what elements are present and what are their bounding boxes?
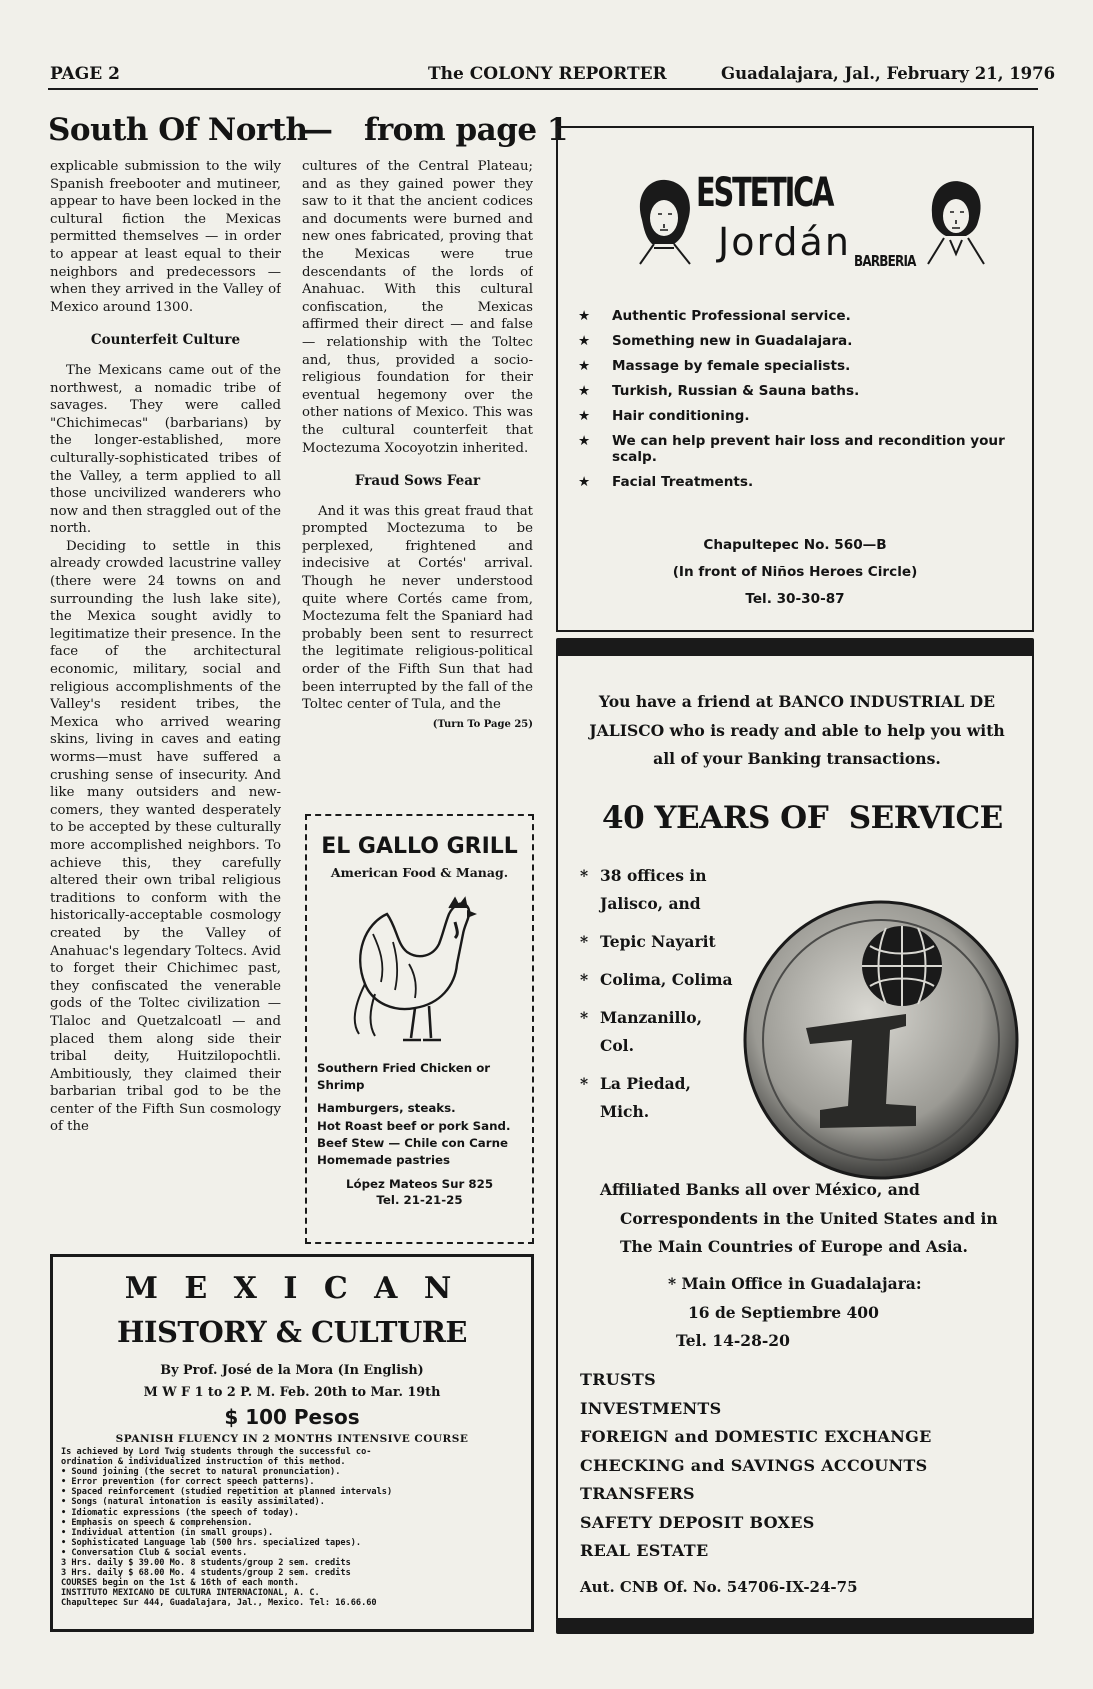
star-icon: ★ [578,358,591,374]
banco-office-item: * 38 offices in Jalisco, and [580,866,707,913]
banco-offices [580,862,740,1136]
paper-name: The COLONY REPORTER [428,64,667,84]
banco-service: TRANSFERS [580,1484,695,1503]
banco-services [580,1366,932,1566]
article-title: South Of North [48,112,308,148]
estetica-service-item: ★ Something new in Guadalajara. [578,333,853,349]
estetica-service-item: ★ We can help prevent hair loss and recondition your scalp. [578,433,1005,465]
banco-logo-icon [736,890,1026,1190]
banco-authorization: Aut. CNB Of. No. 54706-IX-24-75 [580,1578,858,1596]
star-icon: ★ [578,408,591,424]
star-icon: ★ [578,474,591,490]
fluency-line: • Idiomatic expressions (the speech of today). [61,1507,299,1518]
spanish-fluency-heading: SPANISH FLUENCY IN 2 MONTHS INTENSIVE COURSE [115,1433,469,1445]
gallo-tel: Tel. 21-21-25 [376,1193,463,1208]
fluency-line: • Songs (natural intonation is easily assimilated). [61,1497,325,1508]
article-paragraph: explicable submission to the wily Spanish freebooter and mutineer, appear to have been locked in the cultural fiction the Mexicas permitted themselves — in order to appear at least equal to their neighbors and predecessors — when they arrived in the Valley of Mexico around 1300. [50,159,281,315]
article-paragraph: And it was this great fraud that prompted Moctezuma to be perplexed, frightened and indecisive at Cortés' arrival. Though he never understood quite where Cortés came from, Moctezuma felt the Spaniard had probably been sent to resurrect the legitimate religious-political order of the Fifth Sun that had been interrupted by the fall of the Toltec center of Tula, and the [302,503,533,713]
gallo-menu-line: Beef Stew — Chile con Carne [317,1135,508,1150]
fluency-line: • Spaced reinforcement (studied repetition at planned intervals) [61,1487,393,1498]
mexican-price: $ 100 Pesos [224,1405,360,1429]
estetica-service-item: ★ Massage by female specialists. [578,358,851,374]
fluency-line: • Error prevention (for correct speech patterns). [61,1477,315,1488]
fluency-line: Chapultepec Sur 444, Guadalajara, Jal., Mexico. Tel: 16.66.60 [61,1598,377,1609]
gallo-title: EL GALLO GRILL [321,834,518,859]
headline-dash: — [302,112,333,148]
star-icon: ★ [578,433,591,449]
brand-barberia: BARBERIA [854,252,916,270]
banco-service: SAFETY DEPOSIT BOXES [580,1512,815,1532]
gallo-menu-line: Southern Fried Chicken or Shrimp [317,1061,491,1093]
gallo-address: López Mateos Sur 825 [345,1177,494,1192]
turn-to-page: (Turn To Page 25) [432,718,533,730]
estetica-service-item: ★ Authentic Professional service. [578,308,851,324]
banco-service: INVESTMENTS [580,1398,722,1418]
main-office-label: * Main Office in Guadalajara: [668,1274,922,1293]
fluency-line: 3 Hrs. daily $ 68.00 Mo. 4 students/group 2 sem. credits [61,1568,351,1579]
estetica-service-item: ★ Turkish, Russian & Sauna baths. [578,383,860,399]
estetica-service-item: ★ Facial Treatments. [578,474,754,490]
fluency-line: • Individual attention (in small groups). [61,1527,274,1538]
dateline: Guadalajara, Jal., February 21, 1976 [721,64,1056,83]
gallo-subtitle: American Food & Manag. [330,865,509,880]
fluency-line: COURSES begin on the 1st & 16th of each month. [61,1578,299,1589]
continued-from: from page 1 [364,112,568,148]
estetica-services [578,308,1008,499]
main-office-tel: Tel. 14-28-20 [676,1331,790,1350]
woman-portrait-icon [628,174,698,266]
banco-service: CHECKING and SAVINGS ACCOUNTS [580,1455,928,1475]
gallo-menu-line: Hamburgers, steaks. [317,1101,456,1116]
fluency-line: Is achieved by Lord Twig students through the successful co- [61,1447,372,1457]
page-number: PAGE 2 [50,64,120,84]
banco-intro: You have a friend at BANCO INDUSTRIAL DE JALISCO who is ready and able to help you with all of your Banking transactions. [589,692,1005,768]
estetica-landmark: (In front of Niños Heroes Circle) [672,564,918,580]
star-icon: ★ [578,308,591,324]
mexican-history-ad [50,1254,534,1632]
article-paragraph: The Mexicans came out of the northwest, a nomadic tribe of savages. They were called "Chichimecas" (barbarians) by the longer-established, more culturally-sophisticated tribes of the Valley, a term applied to all those uncivilized wanderers who now and then straggled out of the north. [50,362,281,537]
estetica-service-item: ★ Hair conditioning. [578,408,750,424]
gallo-menu-line: Homemade pastries [317,1153,451,1168]
banco-office-item: * Tepic Nayarit [580,932,716,951]
el-gallo-grill-ad [305,814,534,1244]
fluency-details [61,1447,525,1609]
gallo-menu-line: Hot Roast beef or pork Sand. [317,1118,511,1133]
star-icon: ★ [578,333,591,349]
banco-service: REAL ESTATE [580,1541,709,1560]
fluency-line: 3 Hrs. daily $ 39.00 Mo. 8 students/group 2 sem. credits [61,1558,351,1569]
banco-office-item: * Colima, Colima [580,970,733,989]
brand-jordan: Jordán [718,220,851,264]
estetica-jordan-ad [556,126,1034,632]
fluency-line: INSTITUTO MEXICANO DE CULTURA INTERNACIONAL, A. C. [61,1588,320,1599]
fluency-line: • Conversation Club & social events. [61,1547,248,1558]
gallo-menu [307,1060,532,1169]
banco-main-office [668,1270,922,1356]
fluency-line: • Sophisticated Language lab (500 hrs. specialized tapes). [61,1537,362,1548]
estetica-street: Chapultepec No. 560—B [703,537,887,553]
banco-office-item: * Manzanillo, Col. [580,1008,702,1055]
man-portrait-icon [920,174,990,266]
banco-industrial-ad [556,654,1034,1619]
star-icon: ★ [578,383,591,399]
mexican-professor: By Prof. José de la Mora (In English) [160,1363,424,1378]
rooster-illustration [345,894,495,1054]
banco-service: TRUSTS [580,1370,656,1389]
banco-bottom-bar [556,1618,1034,1634]
banco-affiliated: Affiliated Banks all over México, and Correspondents in the United States and in The Main Countries of Europe and Asia. [600,1180,998,1256]
banco-forty-years: 40 YEARS OF SERVICE [602,800,1003,836]
banco-office-item: * La Piedad, Mich. [580,1074,691,1121]
estetica-tel: Tel. 30-30-87 [745,591,845,607]
brand-estetica: ESTETICA [696,170,833,216]
mexican-title: M E X I C A N [124,1271,460,1306]
article-column-1 [50,158,281,1240]
banco-service: FOREIGN and DOMESTIC EXCHANGE [580,1427,932,1446]
history-culture-title: HISTORY & CULTURE [116,1315,467,1349]
fluency-line: ordination & individualized instruction of this method. [61,1457,346,1468]
main-office-address: 16 de Septiembre 400 [688,1302,879,1322]
article-column-2 [302,158,533,798]
estetica-logo [558,128,1032,290]
subhead-counterfeit: Counterfeit Culture [90,332,241,349]
fluency-line: • Sound joining (the secret to natural pronunciation). [61,1467,341,1478]
fluency-line: • Emphasis on speech & comprehension. [61,1517,253,1528]
subhead-fraud: Fraud Sows Fear [354,473,481,490]
article-paragraph: Deciding to settle in this already crowded lacustrine valley (there were 24 towns on and surrounding the lush lake site), the Mexica sought avidly to legitimatize their presence. In the face of the architectural economic, military, social and religious accomplishments of the Valley's resident tribes, the Mexica who arrived wearing skins, living in caves and eating worms—must have suffered a crushing sense of insecurity. And like many outsiders and new-comers, they wanted desperately to be accepted by these culturally more accomplished neighbors. To achieve this, they carefully altered their own tribal religious traditions to conform with the historically-acceptable cosmology created by the Valley of Anahuac's legendary Toltecs. Avid to forget their Chichimec past, they confiscated the venerable gods of the Toltec civilization — Tlaloc and Quetzalcoatl — and placed them along side their tribal deity, Huitzilopochtli. Ambitiously, they claimed their barbarian tribal god to be the center of the Fifth Sun cosmology of the [50,538,281,1135]
article-paragraph: cultures of the Central Plateau; and as they gained power they saw to it that the ancient codices and documents were burned and new ones fabricated, proving that the Mexicas were true descendants of the lords of Anahuac. With this cultural confiscation, the Mexicas affirmed their direct — and false — relationship with the Toltec and, thus, provided a socio-religious foundation for their eventual hegemony over the other nations of Mexico. This was the cultural counterfeit that Moctezuma Xocoyotzin inherited. [302,159,533,456]
header-rule [48,88,1038,90]
estetica-address [558,532,1032,613]
mexican-schedule: M W F 1 to 2 P. M. Feb. 20th to Mar. 19th [143,1385,441,1400]
